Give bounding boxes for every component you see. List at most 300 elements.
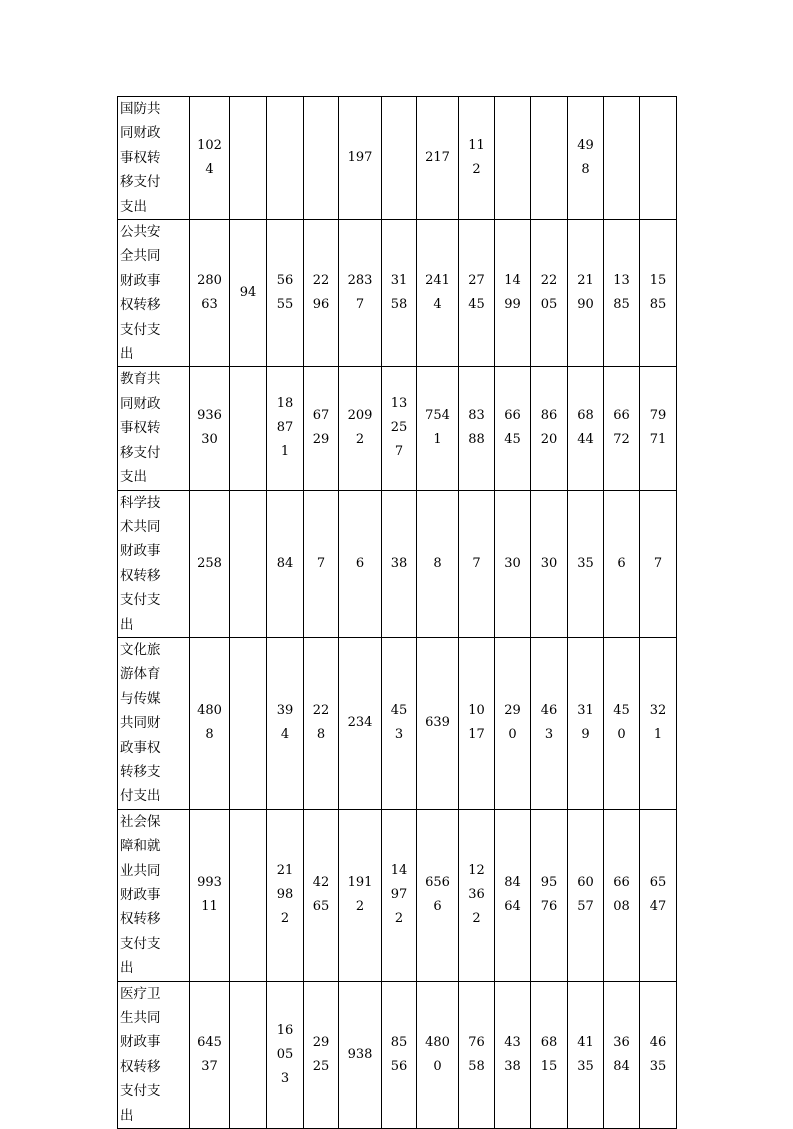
value-cell: [304, 97, 339, 220]
row-label-line: 财政事: [120, 272, 161, 289]
cell-value: [574, 552, 598, 576]
value-cell: [417, 220, 459, 367]
cell-value-line: 2: [355, 899, 365, 915]
cell-value: [610, 699, 634, 747]
cell-value-line: 35: [577, 1058, 594, 1074]
cell-value-line: 10: [468, 703, 485, 719]
cell-value-line: 3: [544, 727, 554, 743]
cell-value: [309, 552, 333, 576]
cell-value-line: 66: [613, 408, 630, 424]
cell-value-line: 21: [577, 273, 594, 289]
cell-value-line: 21: [276, 863, 294, 879]
cell-value-line: 8: [433, 555, 442, 571]
cell-value-line: 102: [197, 138, 222, 154]
value-cell: [304, 637, 339, 809]
cell-value: [610, 1031, 634, 1079]
value-cell: [417, 97, 459, 220]
cell-value: [387, 699, 411, 747]
cell-value-line: 76: [468, 1034, 485, 1050]
value-cell: [568, 367, 604, 490]
value-cell: [417, 490, 459, 637]
cell-value-line: 30: [201, 432, 218, 448]
cell-value: [309, 699, 333, 747]
cell-value: [346, 269, 374, 317]
cell-value-line: 12: [468, 863, 485, 879]
value-cell: [604, 809, 640, 981]
cell-value: [346, 1043, 374, 1067]
cell-value-line: 68: [577, 408, 594, 424]
cell-value-line: 08: [613, 899, 630, 915]
fiscal-transfer-table: [117, 96, 677, 1129]
row-label-line: 障和就: [120, 838, 161, 855]
cell-value: [273, 699, 297, 747]
cell-value-line: 29: [504, 703, 521, 719]
cell-value: [465, 552, 489, 576]
value-cell: [531, 97, 568, 220]
value-cell: [604, 367, 640, 490]
cell-value: [574, 134, 598, 182]
cell-value-line: 4: [280, 727, 290, 743]
cell-value-line: 217: [425, 150, 450, 166]
row-label-line: 全共同: [120, 248, 161, 265]
value-cell: [382, 637, 417, 809]
value-cell: [190, 97, 230, 220]
value-cell: [190, 490, 230, 637]
row-label-line: 同财政: [120, 125, 161, 142]
cell-value: [273, 859, 297, 931]
cell-value: [426, 552, 450, 576]
value-cell: [640, 220, 677, 367]
value-cell: [459, 490, 495, 637]
cell-value-line: 38: [390, 555, 408, 571]
cell-value-line: 42: [312, 875, 330, 891]
cell-value-line: 87: [276, 420, 294, 436]
table-row: [118, 490, 677, 637]
cell-value: [501, 1031, 525, 1079]
value-cell: [382, 220, 417, 367]
cell-value-line: 2: [472, 162, 481, 178]
value-cell: [267, 97, 304, 220]
value-cell: [230, 220, 267, 367]
row-label-line: 出: [120, 960, 134, 977]
table-body: [118, 97, 677, 1129]
cell-value-line: 05: [276, 1046, 294, 1062]
value-cell: [604, 490, 640, 637]
cell-value: [346, 871, 374, 919]
cell-value-line: 35: [649, 1058, 667, 1074]
value-cell: [417, 637, 459, 809]
value-cell: [267, 220, 304, 367]
cell-value-line: 645: [197, 1034, 222, 1050]
value-cell: [304, 981, 339, 1128]
cell-value-line: 2: [394, 911, 404, 927]
cell-value-line: 7: [394, 444, 404, 460]
cell-value-line: 1: [280, 444, 290, 460]
value-cell: [568, 981, 604, 1128]
value-cell: [640, 367, 677, 490]
cell-value-line: 84: [504, 875, 521, 891]
cell-value: [646, 404, 670, 452]
cell-value-line: 11: [201, 899, 218, 915]
cell-value-line: 76: [540, 899, 558, 915]
cell-value-line: 9: [581, 727, 590, 743]
cell-value-line: 46: [649, 1034, 667, 1050]
cell-value-line: 7: [355, 297, 365, 313]
row-label: [120, 982, 186, 1128]
cell-value-line: 197: [347, 150, 373, 166]
cell-value-line: 22: [540, 273, 558, 289]
value-cell: [495, 97, 531, 220]
row-label-line: 业共同: [120, 862, 161, 879]
value-cell: [495, 220, 531, 367]
cell-value-line: 17: [468, 727, 485, 743]
cell-value-line: 20: [540, 432, 558, 448]
value-cell: [531, 490, 568, 637]
value-cell: [190, 981, 230, 1128]
value-cell: [495, 809, 531, 981]
cell-value-line: 8: [316, 727, 326, 743]
value-cell: [640, 490, 677, 637]
cell-value-line: 30: [504, 555, 521, 571]
cell-value-line: 79: [649, 408, 667, 424]
row-label-line: 出: [120, 1107, 134, 1124]
cell-value: [273, 552, 297, 576]
cell-value-line: 754: [425, 408, 450, 424]
cell-value: [309, 871, 333, 919]
value-cell: [190, 220, 230, 367]
cell-value: [465, 1031, 489, 1079]
cell-value: [196, 1031, 224, 1079]
cell-value-line: 32: [649, 703, 667, 719]
cell-value-line: 90: [577, 297, 594, 313]
cell-value-line: 14: [390, 863, 408, 879]
cell-value-line: 58: [390, 297, 408, 313]
value-cell: [230, 367, 267, 490]
cell-value-line: 6: [355, 555, 365, 571]
cell-value-line: 66: [613, 875, 630, 891]
value-cell: [459, 97, 495, 220]
cell-value-line: 66: [504, 408, 521, 424]
value-cell: [417, 981, 459, 1128]
cell-value-line: 56: [390, 1058, 408, 1074]
row-label-line: 支付支: [120, 935, 161, 952]
cell-value-line: 258: [197, 555, 222, 571]
row-label-line: 出: [120, 616, 134, 633]
row-label-cell: [118, 490, 190, 637]
row-label-line: 与传媒: [120, 690, 161, 707]
row-label-line: 移支付: [120, 444, 161, 461]
cell-value: [424, 404, 452, 452]
cell-value-line: 45: [504, 432, 521, 448]
cell-value: [465, 269, 489, 317]
cell-value-line: 35: [577, 555, 594, 571]
row-label-line: 财政事: [120, 543, 161, 560]
cell-value: [501, 552, 525, 576]
cell-value: [501, 269, 525, 317]
cell-value: [387, 269, 411, 317]
cell-value-line: 4: [205, 162, 214, 178]
cell-value-line: 41: [577, 1034, 594, 1050]
value-cell: [459, 220, 495, 367]
cell-value-line: 58: [468, 1058, 485, 1074]
cell-value-line: 1: [433, 432, 442, 448]
cell-value-line: 29: [312, 1034, 330, 1050]
row-label-line: 财政事: [120, 1034, 161, 1051]
row-label-line: 权转移: [120, 911, 161, 928]
row-label-line: 国防共: [120, 101, 161, 117]
cell-value-line: 241: [425, 273, 450, 289]
value-cell: [604, 97, 640, 220]
row-label-line: 医疗卫: [120, 985, 161, 1002]
cell-value: [610, 269, 634, 317]
row-label-line: 权转移: [120, 297, 161, 314]
row-label-line: 同财政: [120, 395, 161, 412]
cell-value-line: 15: [649, 273, 667, 289]
value-cell: [531, 809, 568, 981]
cell-value-line: 14: [504, 273, 521, 289]
cell-value: [646, 269, 670, 317]
row-label-line: 事权转: [120, 420, 161, 437]
cell-value-line: 280: [197, 273, 222, 289]
cell-value-line: 656: [425, 875, 450, 891]
value-cell: [304, 367, 339, 490]
row-label-line: 社会保: [120, 813, 161, 830]
value-cell: [495, 367, 531, 490]
cell-value: [346, 146, 374, 170]
value-cell: [304, 809, 339, 981]
value-cell: [459, 809, 495, 981]
value-cell: [267, 367, 304, 490]
row-label-cell: [118, 809, 190, 981]
cell-value: [537, 404, 561, 452]
cell-value-line: 05: [540, 297, 558, 313]
cell-value-line: 7: [653, 555, 663, 571]
value-cell: [382, 97, 417, 220]
cell-value-line: 2: [280, 911, 290, 927]
cell-value: [273, 1019, 297, 1091]
value-cell: [459, 981, 495, 1128]
value-cell: [267, 637, 304, 809]
cell-value-line: 27: [468, 273, 485, 289]
cell-value-line: 0: [617, 727, 626, 743]
cell-value: [346, 711, 374, 735]
row-label: [120, 367, 186, 489]
cell-value-line: 480: [425, 1034, 450, 1050]
row-label-line: 共同财: [120, 715, 161, 732]
cell-value-line: 2: [355, 432, 365, 448]
cell-value: [424, 146, 452, 170]
cell-value: [387, 392, 411, 464]
row-label-line: 移支付: [120, 174, 161, 191]
row-label-line: 出: [120, 346, 134, 363]
row-label-line: 权转移: [120, 1058, 161, 1075]
value-cell: [230, 981, 267, 1128]
cell-value-line: 45: [390, 703, 408, 719]
cell-value-line: 6: [617, 555, 626, 571]
cell-value-line: 3: [394, 727, 404, 743]
value-cell: [640, 637, 677, 809]
cell-value-line: 38: [504, 1058, 521, 1074]
row-label-line: 支付支: [120, 321, 161, 338]
cell-value: [424, 871, 452, 919]
cell-value: [424, 1031, 452, 1079]
cell-value-line: 67: [312, 408, 330, 424]
cell-value-line: 639: [425, 715, 450, 731]
cell-value-line: 57: [577, 899, 594, 915]
value-cell: [568, 490, 604, 637]
cell-value-line: 7: [316, 555, 326, 571]
value-cell: [640, 809, 677, 981]
cell-value-line: 49: [577, 138, 594, 154]
cell-value: [537, 699, 561, 747]
value-cell: [382, 367, 417, 490]
value-cell: [459, 367, 495, 490]
value-cell: [190, 637, 230, 809]
cell-value: [309, 269, 333, 317]
value-cell: [604, 637, 640, 809]
value-cell: [495, 490, 531, 637]
cell-value-line: 46: [540, 703, 558, 719]
cell-value-line: 16: [276, 1022, 294, 1038]
value-cell: [339, 490, 382, 637]
value-cell: [230, 490, 267, 637]
value-cell: [339, 637, 382, 809]
cell-value: [646, 699, 670, 747]
cell-value-line: 22: [312, 273, 330, 289]
row-label-line: 事权转: [120, 149, 161, 166]
cell-value: [574, 269, 598, 317]
cell-value-line: 63: [201, 297, 218, 313]
table-row: [118, 97, 677, 220]
cell-value-line: 0: [508, 727, 517, 743]
cell-value-line: 68: [540, 1034, 558, 1050]
row-label-cell: [118, 637, 190, 809]
row-label: [120, 97, 186, 219]
cell-value-line: 31: [577, 703, 594, 719]
cell-value-line: 85: [390, 1034, 408, 1050]
cell-value: [236, 281, 260, 305]
cell-value-line: 8: [581, 162, 590, 178]
cell-value-line: 44: [577, 432, 594, 448]
cell-value-line: 6: [433, 899, 442, 915]
cell-value-line: 71: [649, 432, 667, 448]
cell-value: [465, 404, 489, 452]
cell-value-line: 95: [540, 875, 558, 891]
cell-value: [387, 1031, 411, 1079]
cell-value: [273, 392, 297, 464]
cell-value-line: 72: [613, 432, 630, 448]
cell-value-line: 64: [504, 899, 521, 915]
cell-value: [196, 699, 224, 747]
cell-value-line: 97: [390, 887, 408, 903]
row-label-line: 支出: [120, 469, 147, 486]
value-cell: [190, 367, 230, 490]
cell-value: [465, 859, 489, 931]
cell-value: [501, 404, 525, 452]
value-cell: [339, 220, 382, 367]
table-row: [118, 220, 677, 367]
cell-value: [196, 134, 224, 182]
cell-value-line: 47: [649, 899, 667, 915]
cell-value-line: 25: [390, 420, 408, 436]
cell-value: [196, 404, 224, 452]
cell-value-line: 1: [653, 727, 663, 743]
cell-value: [646, 552, 670, 576]
value-cell: [339, 367, 382, 490]
cell-value-line: 96: [312, 297, 330, 313]
value-cell: [568, 97, 604, 220]
row-label-line: 政事权: [120, 739, 161, 756]
cell-value-line: 234: [347, 715, 373, 731]
cell-value-line: 39: [276, 703, 294, 719]
cell-value-line: 45: [613, 703, 630, 719]
value-cell: [531, 637, 568, 809]
value-cell: [267, 809, 304, 981]
cell-value-line: 11: [468, 138, 485, 154]
row-label-cell: [118, 367, 190, 490]
cell-value-line: 936: [197, 408, 222, 424]
table-row: [118, 637, 677, 809]
cell-value-line: 83: [468, 408, 485, 424]
cell-value-line: 56: [276, 273, 294, 289]
cell-value-line: 37: [201, 1058, 218, 1074]
cell-value: [424, 269, 452, 317]
cell-value-line: 55: [276, 297, 294, 313]
cell-value-line: 13: [613, 273, 630, 289]
cell-value-line: 15: [540, 1058, 558, 1074]
cell-value: [273, 269, 297, 317]
value-cell: [382, 490, 417, 637]
cell-value: [646, 1031, 670, 1079]
cell-value-line: 86: [540, 408, 558, 424]
row-label-line: 游体育: [120, 666, 161, 683]
cell-value-line: 938: [347, 1046, 373, 1062]
cell-value: [465, 699, 489, 747]
value-cell: [267, 490, 304, 637]
value-cell: [339, 981, 382, 1128]
row-label-line: 生共同: [120, 1010, 161, 1027]
cell-value: [196, 269, 224, 317]
cell-value-line: 7: [472, 555, 481, 571]
value-cell: [604, 220, 640, 367]
row-label: [120, 220, 186, 366]
cell-value-line: 283: [347, 273, 373, 289]
cell-value: [309, 404, 333, 452]
value-cell: [417, 809, 459, 981]
cell-value-line: 30: [540, 555, 558, 571]
cell-value: [309, 1031, 333, 1079]
value-cell: [640, 981, 677, 1128]
cell-value: [537, 871, 561, 919]
cell-value: [537, 552, 561, 576]
row-label-line: 权转移: [120, 567, 161, 584]
cell-value-line: 65: [312, 899, 330, 915]
value-cell: [531, 981, 568, 1128]
cell-value-line: 3: [280, 1070, 290, 1086]
cell-value-line: 60: [577, 875, 594, 891]
cell-value-line: 45: [468, 297, 485, 313]
value-cell: [531, 367, 568, 490]
cell-value-line: 25: [312, 1058, 330, 1074]
cell-value-line: 4: [433, 297, 442, 313]
cell-value-line: 29: [312, 432, 330, 448]
cell-value: [574, 1031, 598, 1079]
cell-value: [387, 552, 411, 576]
row-label-line: 支出: [120, 198, 147, 215]
cell-value: [646, 871, 670, 919]
cell-value: [196, 871, 224, 919]
cell-value-line: 43: [504, 1034, 521, 1050]
